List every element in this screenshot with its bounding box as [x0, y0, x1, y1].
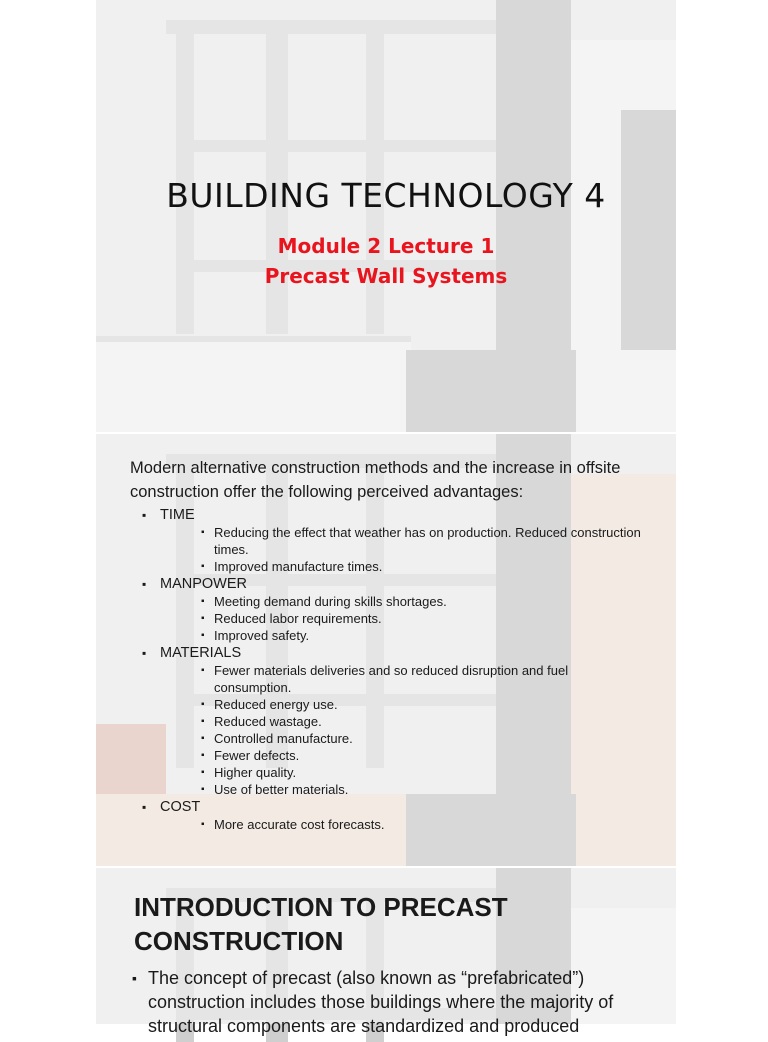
- group-label: COST: [160, 799, 201, 815]
- list-item: ▪ Meeting demand during skills shortages.: [214, 593, 646, 610]
- list-item: ▪ Improved safety.: [214, 627, 646, 644]
- advantage-group-manpower: [160, 575, 646, 644]
- list-item: ▪ Improved manufacture times.: [214, 558, 646, 575]
- subtitle-line-1: Module 2 Lecture 1: [277, 234, 495, 258]
- advantage-group-materials: [160, 644, 646, 798]
- list-item: ▪ Controlled manufacture.: [214, 730, 646, 747]
- list-item: ▪ Fewer defects.: [214, 747, 646, 764]
- group-label: MATERIALS: [160, 645, 242, 661]
- advantages-list: [130, 506, 646, 833]
- subtitle-line-2: Precast Wall Systems: [264, 264, 508, 288]
- advantages-slide: [96, 434, 676, 866]
- introduction-slide: [96, 868, 676, 1036]
- advantages-content: [130, 456, 646, 833]
- slide-subtitle: [96, 231, 676, 291]
- list-item: ▪ Higher quality.: [214, 764, 646, 781]
- list-item: ▪ More accurate cost forecasts.: [214, 816, 646, 833]
- slide-body-text: ▪ The concept of precast (also known as “prefabricated”) construction includes those buildings where the majority of structural components are standardized and produced: [148, 966, 648, 1038]
- group-label: MANPOWER: [160, 576, 247, 592]
- slide-heading: INTRODUCTION TO PRECAST CONSTRUCTION: [134, 892, 508, 956]
- group-label: TIME: [160, 507, 195, 523]
- advantage-group-cost: [160, 798, 646, 833]
- title-slide: [96, 0, 676, 432]
- advantage-group-time: [160, 506, 646, 575]
- list-item: ▪ Use of better materials.: [214, 781, 646, 798]
- slide-title: BUILDING TECHNOLOGY 4: [166, 176, 606, 215]
- list-item: ▪ Reduced energy use.: [214, 696, 646, 713]
- list-item: ▪ Reducing the effect that weather has on production. Reduced construction times.: [214, 524, 646, 558]
- list-item: ▪ Fewer materials deliveries and so reduced disruption and fuel consumption.: [214, 662, 646, 696]
- list-item: ▪ Reduced labor requirements.: [214, 610, 646, 627]
- list-item: ▪ Reduced wastage.: [214, 713, 646, 730]
- advantages-intro: Modern alternative construction methods and the increase in offsite construction offer the following perceived advantages:: [130, 459, 621, 501]
